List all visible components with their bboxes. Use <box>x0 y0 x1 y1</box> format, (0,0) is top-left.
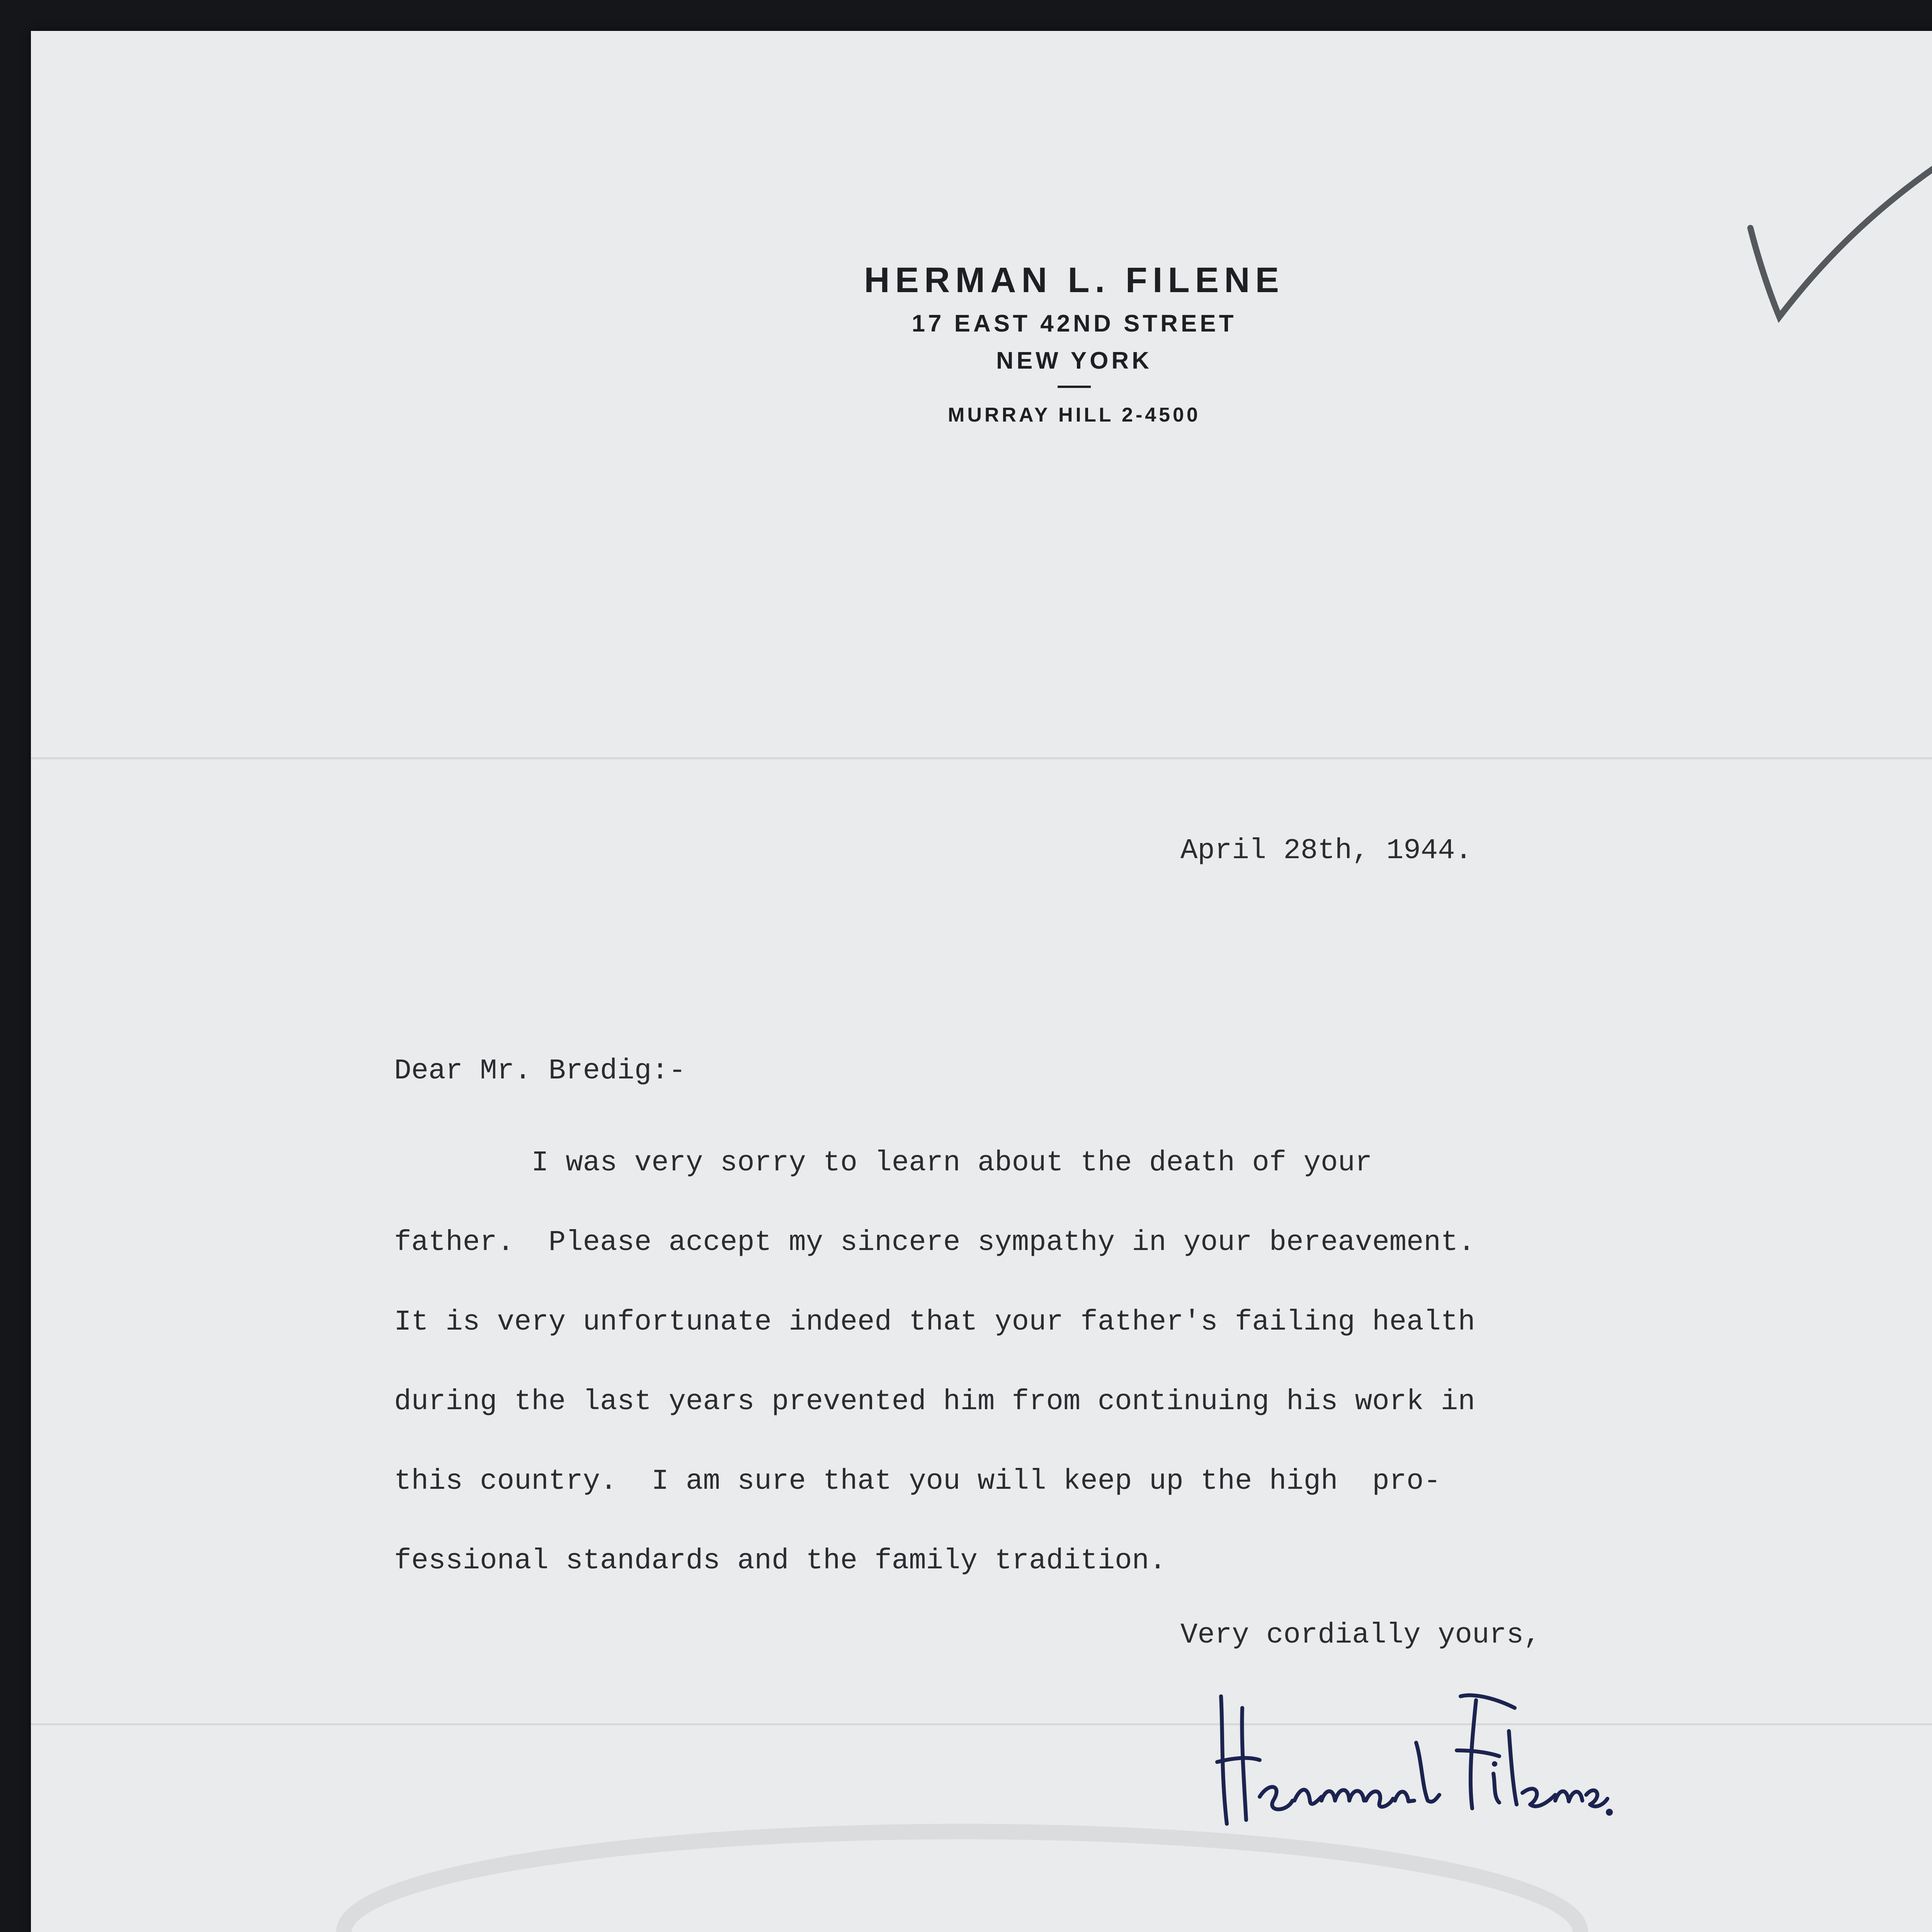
letter-date: April 28th, 1944. <box>1180 835 1472 867</box>
letterhead-city: NEW YORK <box>996 347 1152 374</box>
letter-body <box>394 1144 1475 1621</box>
paper-fold-line <box>31 757 1932 759</box>
letterhead-divider <box>1058 386 1091 388</box>
letter-body-line: fessional standards and the family tradition. <box>394 1545 1167 1577</box>
letterhead <box>611 255 1538 430</box>
letter-body-line: I was very sorry to learn about the death of your <box>394 1147 1372 1179</box>
paper-fold-line <box>31 1723 1932 1725</box>
letter-body-line: this country. I am sure that you will keep up the high pro- <box>394 1465 1441 1498</box>
pencil-checkmark <box>1743 131 1932 348</box>
letterhead-street: 17 EAST 42ND STREET <box>912 310 1237 337</box>
handwritten-signature <box>1206 1685 1615 1847</box>
letter-body-line: father. Please accept my sincere sympathy in your bereavement. <box>394 1226 1475 1259</box>
letterhead-name: HERMAN L. FILENE <box>864 260 1284 300</box>
letter-page <box>31 31 1932 1932</box>
letter-salutation: Dear Mr. Bredig:- <box>394 1055 686 1087</box>
letterhead-phone: MURRAY HILL 2-4500 <box>948 404 1201 426</box>
letter-body-line: It is very unfortunate indeed that your father's failing health <box>394 1306 1475 1338</box>
letter-closing: Very cordially yours, <box>1180 1619 1541 1651</box>
letter-body-line: during the last years prevented him from continuing his work in <box>394 1386 1475 1418</box>
